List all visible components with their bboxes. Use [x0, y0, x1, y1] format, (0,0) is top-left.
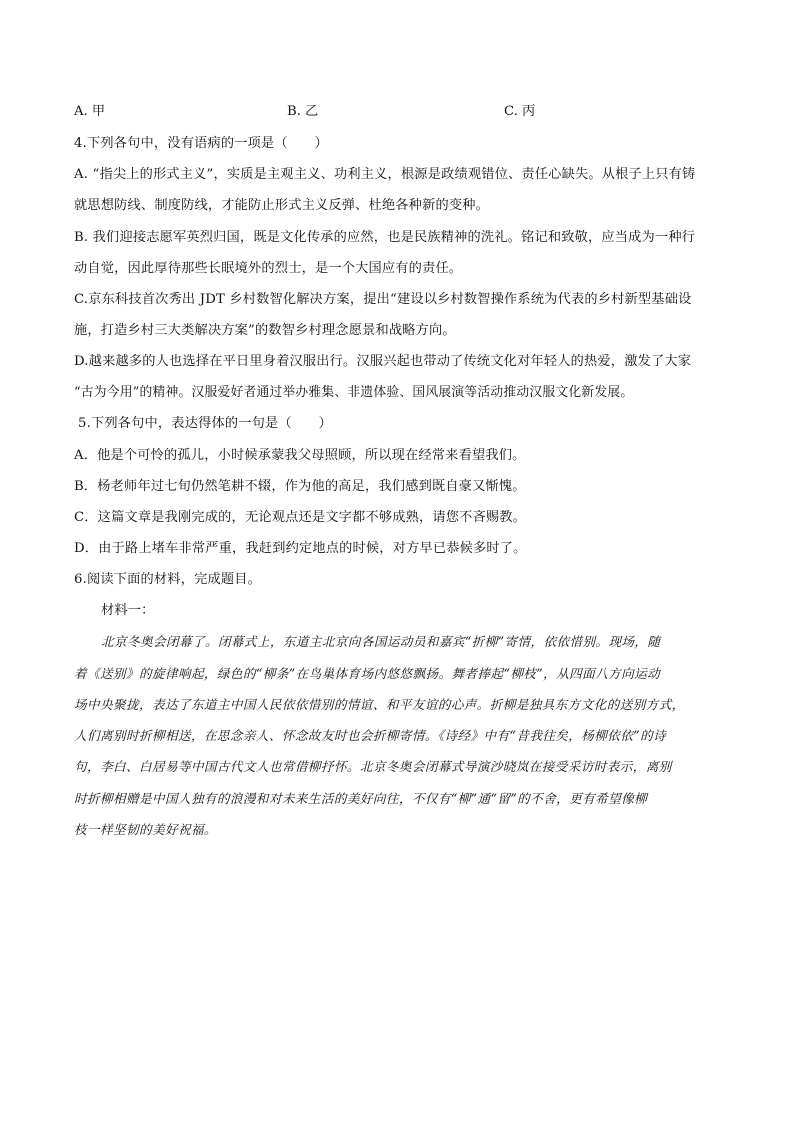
- q4-stem: 4.下列各句中，没有语病的一项是（ ）: [74, 136, 328, 151]
- q6-stem: 6.阅读下面的材料，完成题目。: [74, 572, 262, 587]
- q5-stem: 5.下列各句中，表达得体的一句是（ ）: [78, 416, 332, 431]
- q5-option-d: D．由于路上堵车非常严重，我赶到约定地点的时候，对方早已恭候多时了。: [74, 541, 527, 556]
- q4-option-d-line1: D.越来越多的人也选择在平日里身着汉服出行。汉服兴起也带动了传统文化对年轻人的热爱，激发了大家: [74, 354, 692, 369]
- q4-option-d-line2: “古为今用”的精神。汉服爱好者通过举办雅集、非遗体验、国风展演等活动推动汉服文化新发展。: [74, 385, 634, 400]
- material-paragraph-line2: 着《送别》的旋律响起，绿色的“柳条”在鸟巢体育场内悠悠飘扬。舞者捧起“柳枝”，从四面八方向运动: [74, 666, 661, 681]
- q4-option-a-line1: A. “指尖上的形式主义”，实质是主观主义、功利主义，根源是政绩观错位、责任心缺失。从根子上只有铸: [74, 167, 696, 182]
- q5-option-c: C．这篇文章是我刚完成的，无论观点还是文字都不够成熟，请您不吝赐教。: [74, 510, 527, 525]
- material-paragraph-line1: 北京冬奥会闭幕了。闭幕式上，东道主北京向各国运动员和嘉宾“折柳”寄情，依依惜别。现场，随: [101, 634, 661, 649]
- q3-option-b: B. 乙: [287, 104, 319, 119]
- q5-option-a: A．他是个可怜的孤儿，小时候承蒙我父母照顾，所以现在经常来看望我们。: [74, 448, 526, 463]
- q4-option-b-line1: B. 我们迎接志愿军英烈归国，既是文化传承的应然，也是民族精神的洗礼。铭记和致敬，应当成为一种行: [74, 230, 696, 245]
- material-paragraph-line4: 人们离别时折柳相送，在思念亲人、怀念故友时也会折柳寄情。《诗经》中有“昔我往矣，杨柳依依”的诗: [74, 728, 667, 743]
- material-paragraph-line3: 场中央聚拢，表达了东道主中国人民依依惜别的情谊、和平友谊的心声。折柳是独具东方文化的送别方式，: [74, 697, 685, 712]
- material-paragraph-line7: 枝一样坚韧的美好祝福。: [74, 822, 217, 837]
- q4-option-b-line2: 动自觉，因此厚待那些长眠境外的烈士，是一个大国应有的责任。: [74, 261, 463, 276]
- material-paragraph-line5: 句，李白、白居易等中国古代文人也常借柳抒怀。北京冬奥会闭幕式导演沙晓岚在接受采访时表示，离别: [74, 759, 672, 774]
- q3-option-a: A. 甲: [74, 104, 106, 119]
- material-paragraph-line6: 时折柳相赠是中国人独有的浪漫和对未来生活的美好向往，不仅有“柳”通“留”的不舍，更有希望像柳: [74, 791, 648, 806]
- q3-option-c: C. 丙: [504, 104, 536, 119]
- q4-option-c-line2: 施，打造乡村三大类解决方案”的数智乡村理念愿景和战略方向。: [74, 323, 456, 338]
- q4-option-c-line1: C.京东科技首次秀出 JDT 乡村数智化解决方案，提出“建设以乡村数智操作系统为代表的乡村新型基础设: [74, 292, 692, 307]
- q5-option-b: B．杨老师年过七旬仍然笔耕不辍，作为他的高足，我们感到既自豪又惭愧。: [74, 479, 526, 494]
- q4-option-a-line2: 就思想防线、制度防线，才能防止形式主义反弹、杜绝各种新的变种。: [74, 198, 490, 213]
- material-label: 材料一：: [101, 603, 155, 618]
